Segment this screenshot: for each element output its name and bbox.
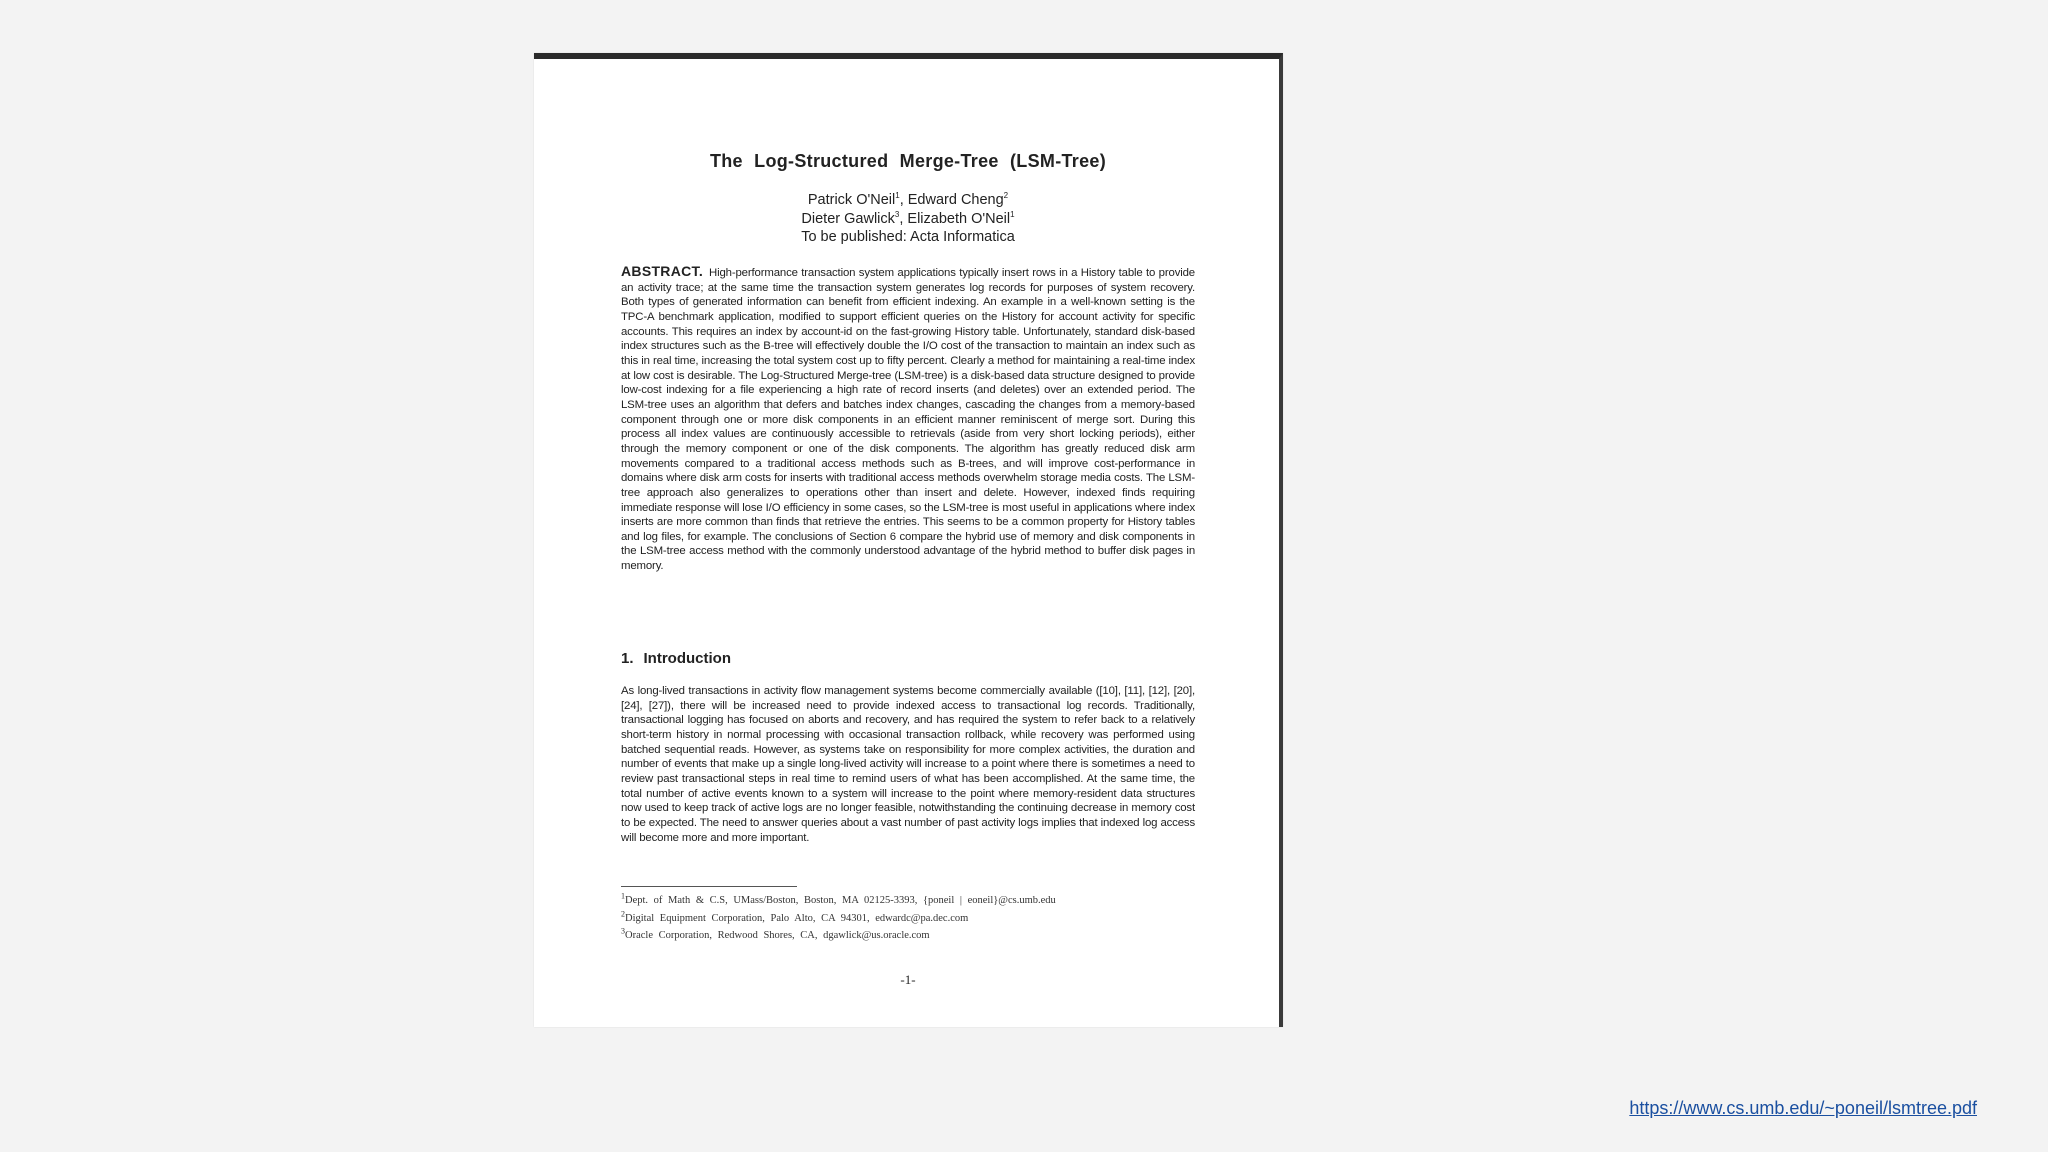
pdf-page: [534, 53, 1283, 1027]
footnote-mark: 1: [621, 891, 625, 901]
section-title: Introduction: [643, 650, 731, 667]
author-block: [621, 191, 1195, 247]
section-heading: [621, 650, 731, 667]
footnote: [621, 910, 1195, 928]
affiliation-mark: 1: [895, 191, 900, 201]
introduction-text: As long-lived transactions in activity flow management systems become commercially available ([10], [11], [12], [20], [24], [27]), there will be increased need to provide indexed access to transactional log records. Traditionally, transactional logging has focused on aborts and recovery, and has required the system to refer back to a relatively short-term history in normal processing with occasional transaction rollback, while recovery was performed using batched sequential reads. However, as systems take on responsibility for more complex activities, the duration and number of events that make up a single long-lived activity will increase to a point where there is sometimes a need to review past transactional steps in real time to remind users of what has been accomplished. At the same time, the total number of active events known to a system will increase to the point where memory-resident data structures now used to keep track of active logs are no longer feasible, notwithstanding the continuing decrease in memory cost to be expected. The need to answer queries about a vast number of past activity logs implies that indexed log access will become more and more important.: [621, 685, 1195, 844]
publication-note: To be published: Acta Informatica: [801, 229, 1015, 245]
affiliation-mark: 2: [1003, 191, 1009, 201]
footnote-divider: [621, 886, 797, 887]
footnote-mark: 2: [621, 909, 625, 918]
author-line-1: Patrick O'Neil$^1$, Edward Cheng$^2$: [807, 191, 1009, 208]
footnote: [621, 927, 1195, 945]
footnote-text: Dept. of Math & C.S, UMass/Boston, Boston, MA 02125-3393, {poneil | eoneil}@cs.umb.edu: [625, 895, 1056, 906]
footnote-text: Digital Equipment Corporation, Palo Alto, CA 94301, edwardc@pa.dec.com: [625, 912, 969, 924]
paper-title: The Log-Structured Merge-Tree (LSM-Tree): [709, 151, 1107, 171]
abstract: [621, 264, 1195, 574]
footnote-text: Oracle Corporation, Redwood Shores, CA, dgawlick@us.oracle.com: [625, 930, 930, 941]
footnotes: [621, 892, 1195, 945]
footnote-mark: 3: [621, 926, 625, 936]
author-name: Dieter Gawlick: [801, 210, 895, 227]
author-name: Edward Cheng: [907, 192, 1004, 208]
abstract-text: High-performance transaction system applications typically insert rows in a History table to provide an activity trace; at the same time the transaction system generates log records for purposes of system recovery. Both types of generated information can benefit from efficient indexing. An example in a well-known setting is the TPC-A benchmark application, modified to support efficient queries on the History for account activity for specific accounts. This requires an index by account-id on the fast-growing History table. Unfortunately, standard disk-based index structures such as the B-tree will effectively double the I/O cost of the transaction to maintain an index such as this in real time, increasing the total system cost up to fifty percent. Clearly a method for maintaining a real-time index at low cost is desirable. The Log-Structured Merge-tree (LSM-tree) is a disk-based data structure designed to provide low-cost indexing for a file experiencing a high rate of record inserts (and deletes) over an extended period. The LSM-tree uses an algorithm that defers and batches index changes, cascading the changes from a memory-based component through one or more disk components in an efficient manner reminiscent of merge sort. During this process all index values are continuously accessible to retrievals (aside from very short locking periods), either through the memory component or one of the disk components. The algorithm has greatly reduced disk arm movements compared to a traditional access methods such as B-trees, and will improve cost-performance in domains where disk arm costs for inserts with traditional access methods overwhelm storage media costs. The LSM-tree approach also generalizes to operations other than insert and delete. However, indexed finds requiring immediate response will lose I/O efficiency in some cases, so the LSM-tree is most useful in applications where index inserts are more common than finds that retrieve the entries. This seems to be a common property for History tables and log files, for example. The conclusions of Section 6 compare the hybrid use of memory and disk components in the LSM-tree access method with the commonly understood advantage of the hybrid method to buffer disk pages in memory.: [621, 267, 1195, 573]
affiliation-mark: 1: [1010, 209, 1015, 219]
source-link[interactable]: https://www.cs.umb.edu/~poneil/lsmtree.pdf: [1629, 1098, 1977, 1118]
author-line-2: Dieter Gawlick$^3$, Elizabeth O'Neil$^1$: [801, 209, 1015, 227]
section-number: 1.: [621, 650, 634, 667]
affiliation-mark: 3: [894, 209, 900, 219]
author-name: Patrick O'Neil: [807, 192, 896, 208]
author-name: Elizabeth O'Neil: [907, 210, 1011, 227]
abstract-label: ABSTRACT.: [621, 263, 704, 279]
page-number: -1-: [900, 972, 916, 987]
footnote: [621, 892, 1195, 910]
